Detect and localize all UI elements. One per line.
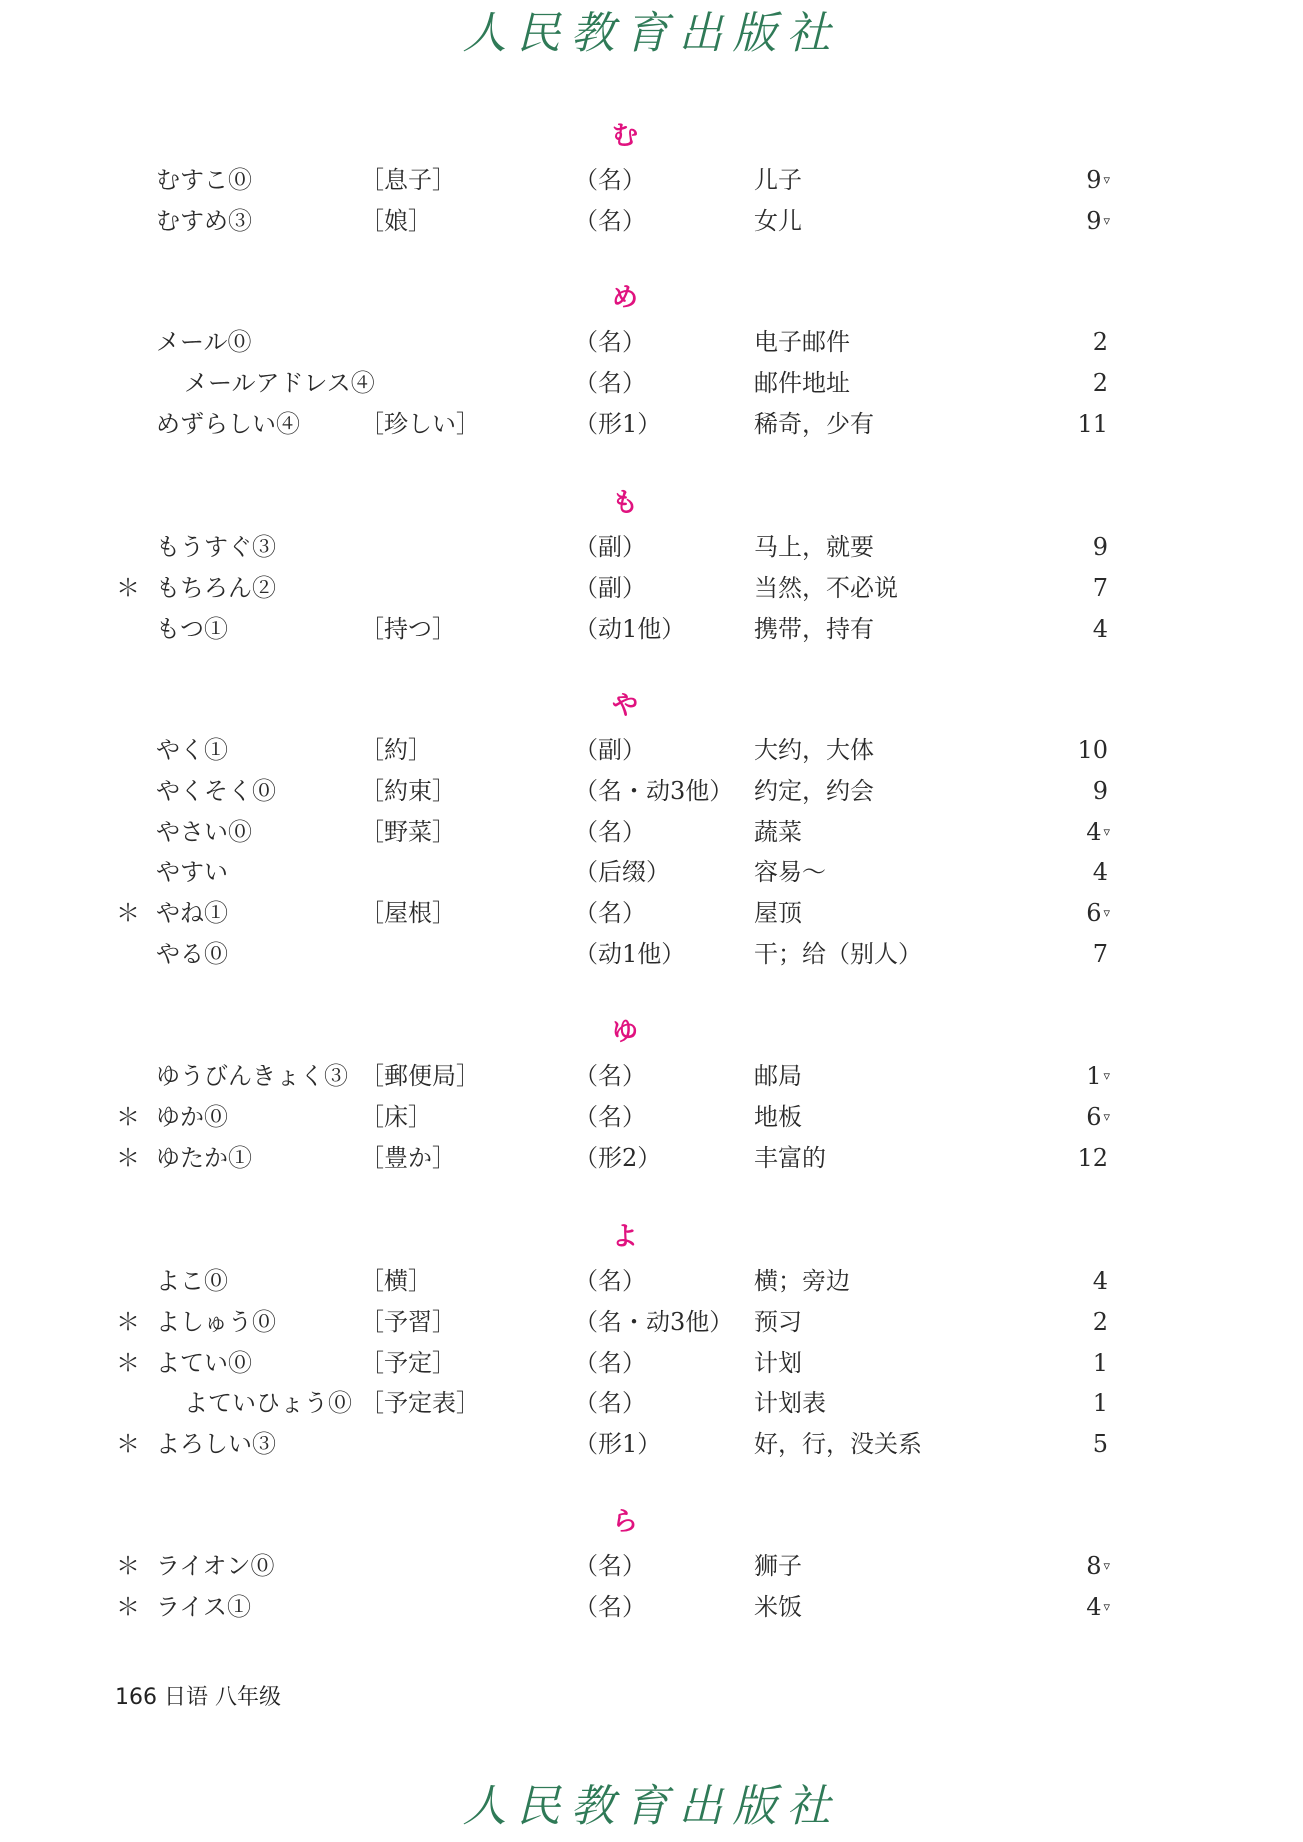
entry-meaning: 当然，不必说 [754,573,898,602]
lesson-number: 4 [1092,614,1108,643]
section-header-kana: む [611,121,638,151]
publisher-logo-bottom: 人民教育出版社 [462,1781,841,1832]
vocab-entry [0,1424,1303,1464]
vocab-entry [0,160,1303,200]
entry-lesson [1060,609,1110,650]
entry-lesson [1060,1383,1110,1424]
vocab-entry [0,201,1303,241]
entry-kanji: ［野菜］ [360,817,456,846]
section-header-kana: め [611,283,638,313]
triangle-marker-icon: ▿ [1103,824,1110,840]
lesson-number: 4 [1092,1267,1108,1295]
entry-word: やね① [156,899,228,928]
lesson-number: 1 [1092,1348,1108,1377]
triangle-marker-icon: ▿ [1103,1109,1110,1125]
entry-word: むすめ③ [156,206,252,235]
entry-meaning: 蔬菜 [754,817,802,846]
entry-meaning: 丰富的 [754,1143,826,1172]
entry-part-of-speech: （形1） [574,1430,662,1459]
entry-meaning: 米饭 [754,1592,802,1621]
entry-part-of-speech: （副） [574,533,646,561]
vocab-entry [0,893,1303,933]
new-word-star: ＊ [116,1552,140,1580]
triangle-marker-icon: ▿ [1103,1599,1110,1615]
new-word-star: ＊ [116,1348,140,1377]
publisher-logo-top: 人民教育出版社 [462,8,841,59]
entry-part-of-speech: （名） [574,368,646,397]
lesson-number: 4 [1086,817,1102,846]
entry-lesson [1060,1546,1110,1587]
vocab-entry [0,1056,1303,1096]
entry-part-of-speech: （后缀） [574,858,670,887]
entry-meaning: 干；给（别人） [754,940,922,968]
entry-lesson [1060,934,1110,975]
entry-kanji: ［息子］ [360,166,456,194]
section-header-kana: ら [611,1507,638,1537]
entry-part-of-speech: （名） [574,1062,646,1090]
entry-word: よこ⓪ [156,1267,228,1295]
entry-word: メール⓪ [156,328,252,356]
triangle-marker-icon: ▿ [1103,906,1110,922]
section-header-kana: や [611,691,638,721]
lesson-number: 5 [1092,1430,1108,1459]
entry-meaning: 狮子 [754,1552,802,1580]
entry-part-of-speech: （动1他） [574,940,686,968]
lesson-number: 11 [1077,409,1108,438]
lesson-number: 6 [1086,1102,1102,1131]
entry-part-of-speech: （形2） [574,1143,662,1172]
entry-lesson [1060,771,1110,812]
entry-word: よていひょう⓪ [184,1389,352,1418]
entry-part-of-speech: （名） [574,1389,646,1418]
entry-word: やさい⓪ [156,817,252,846]
entry-lesson [1060,568,1110,609]
entry-kanji: ［横］ [360,1267,432,1295]
entry-kanji: ［持つ］ [360,614,456,643]
entry-part-of-speech: （名・动3他） [574,776,734,805]
entry-meaning: 约定，约会 [754,776,874,805]
entry-meaning: 稀奇，少有 [754,409,874,438]
entry-meaning: 预习 [754,1307,802,1336]
entry-word: ライス① [156,1592,252,1621]
vocab-entry [0,1383,1303,1423]
triangle-marker-icon: ▿ [1103,173,1110,188]
entry-lesson [1060,893,1110,934]
entry-lesson [1060,322,1110,363]
section-header-kana: ゆ [611,1017,638,1047]
vocab-entry [0,322,1303,362]
entry-meaning: 好，行，没关系 [754,1430,922,1459]
entry-word: ゆか⓪ [156,1102,228,1131]
entry-word: もうすぐ③ [156,533,276,561]
entry-kanji: ［屋根］ [360,899,456,928]
triangle-marker-icon: ▿ [1103,1559,1110,1574]
entry-meaning: 女儿 [754,206,802,235]
new-word-star: ＊ [116,1307,140,1336]
new-word-star: ＊ [116,1143,140,1172]
entry-lesson [1060,1343,1110,1384]
vocab-entry [0,934,1303,974]
page-footer [115,1683,281,1713]
entry-word: もちろん② [156,573,276,602]
vocab-entry [0,1343,1303,1383]
entry-meaning: 计划表 [754,1389,826,1418]
entry-lesson [1060,852,1110,893]
lesson-number: 2 [1092,1307,1108,1336]
lesson-number: 7 [1092,940,1108,968]
lesson-number: 9 [1086,206,1102,235]
vocab-entry [0,852,1303,892]
entry-part-of-speech: （副） [574,736,646,764]
new-word-star: ＊ [116,1430,140,1459]
vocab-entry [0,771,1303,811]
vocab-entry [0,1302,1303,1342]
entry-part-of-speech: （名） [574,1552,646,1580]
entry-meaning: 电子邮件 [754,328,850,356]
entry-lesson [1060,160,1110,201]
entry-part-of-speech: （动1他） [574,614,686,643]
triangle-marker-icon: ▿ [1103,1069,1110,1084]
entry-part-of-speech: （名・动3他） [574,1307,734,1336]
entry-meaning: 马上，就要 [754,533,874,561]
section-header-kana: よ [611,1222,638,1252]
lesson-number: 4 [1086,1592,1102,1621]
new-word-star: ＊ [116,899,140,928]
vocab-entry [0,609,1303,649]
entry-kanji: ［郵便局］ [360,1062,480,1090]
lesson-number: 2 [1092,328,1108,356]
entry-word: もつ① [156,614,228,643]
entry-part-of-speech: （名） [574,817,646,846]
lesson-number: 10 [1077,736,1108,764]
entry-word: やくそく⓪ [156,776,276,805]
vocab-entry [0,363,1303,403]
entry-kanji: ［床］ [360,1102,432,1131]
vocab-entry [0,730,1303,770]
entry-meaning: 邮件地址 [754,368,850,397]
lesson-number: 8 [1086,1552,1102,1580]
new-word-star: ＊ [116,1102,140,1131]
entry-lesson [1060,1587,1110,1628]
entry-meaning: 容易～ [754,858,826,887]
entry-word: よしゅう⓪ [156,1307,276,1336]
page-number: 166 [115,1685,157,1710]
vocab-entry [0,1261,1303,1301]
lesson-number: 6 [1086,899,1102,928]
vocab-entry [0,1587,1303,1627]
entry-lesson [1060,1261,1110,1302]
entry-lesson [1060,1097,1110,1138]
entry-lesson [1060,1056,1110,1097]
entry-kanji: ［予定］ [360,1348,456,1377]
entry-lesson [1060,1138,1110,1179]
vocab-entry [0,1138,1303,1178]
entry-kanji: ［約束］ [360,776,456,805]
entry-kanji: ［娘］ [360,206,432,235]
vocab-entry [0,812,1303,852]
lesson-number: 12 [1077,1143,1108,1172]
entry-part-of-speech: （形1） [574,409,662,438]
vocab-entry [0,527,1303,567]
entry-word: やる⓪ [156,940,228,968]
entry-word: ゆうびんきょく③ [156,1062,348,1090]
entry-word: よてい⓪ [156,1348,252,1377]
entry-part-of-speech: （名） [574,899,646,928]
entry-kanji: ［予習］ [360,1307,456,1336]
entry-lesson [1060,404,1110,445]
triangle-marker-icon: ▿ [1103,213,1110,229]
entry-lesson [1060,812,1110,853]
vocab-entry [0,568,1303,608]
entry-word: やく① [156,736,228,764]
entry-lesson [1060,527,1110,568]
entry-lesson [1060,363,1110,404]
lesson-number: 9 [1086,166,1102,194]
entry-meaning: 携带，持有 [754,614,874,643]
entry-word: めずらしい④ [156,409,300,438]
lesson-number: 1 [1086,1062,1102,1090]
entry-kanji: ［豊か］ [360,1143,456,1172]
lesson-number: 7 [1092,573,1108,602]
lesson-number: 1 [1092,1389,1108,1418]
entry-lesson [1060,201,1110,242]
new-word-star: ＊ [116,573,140,602]
entry-part-of-speech: （名） [574,1267,646,1295]
entry-word: よろしい③ [156,1430,276,1459]
lesson-number: 9 [1092,776,1108,805]
entry-part-of-speech: （名） [574,1592,646,1621]
entry-word: ゆたか① [156,1143,252,1172]
entry-word: ライオン⓪ [156,1552,275,1580]
entry-meaning: 地板 [754,1102,802,1131]
lesson-number: 4 [1092,858,1108,887]
entry-word: メールアドレス④ [184,368,375,397]
entry-part-of-speech: （名） [574,328,646,356]
vocab-entry [0,1097,1303,1137]
entry-meaning: 大约，大体 [754,736,874,764]
entry-kanji: ［約］ [360,736,432,764]
section-header-kana: も [611,488,638,518]
lesson-number: 2 [1092,368,1108,397]
entry-meaning: 屋顶 [754,899,802,928]
entry-lesson [1060,1302,1110,1343]
entry-part-of-speech: （名） [574,166,646,194]
vocab-entry [0,1546,1303,1586]
entry-part-of-speech: （名） [574,1348,646,1377]
entry-part-of-speech: （名） [574,206,646,235]
entry-kanji: ［予定表］ [360,1389,480,1418]
entry-part-of-speech: （副） [574,573,646,602]
lesson-number: 9 [1092,533,1108,561]
entry-meaning: 横；旁边 [754,1267,850,1295]
entry-word: むすこ⓪ [156,166,252,194]
entry-word: やすい [156,858,228,887]
entry-meaning: 儿子 [754,166,802,194]
entry-meaning: 计划 [754,1348,802,1377]
entry-part-of-speech: （名） [574,1102,646,1131]
new-word-star: ＊ [116,1592,140,1621]
entry-kanji: ［珍しい］ [360,409,480,438]
book-title: 日语 八年级 [164,1685,281,1710]
entry-meaning: 邮局 [754,1062,802,1090]
entry-lesson [1060,1424,1110,1465]
entry-lesson [1060,730,1110,771]
vocab-entry [0,404,1303,444]
